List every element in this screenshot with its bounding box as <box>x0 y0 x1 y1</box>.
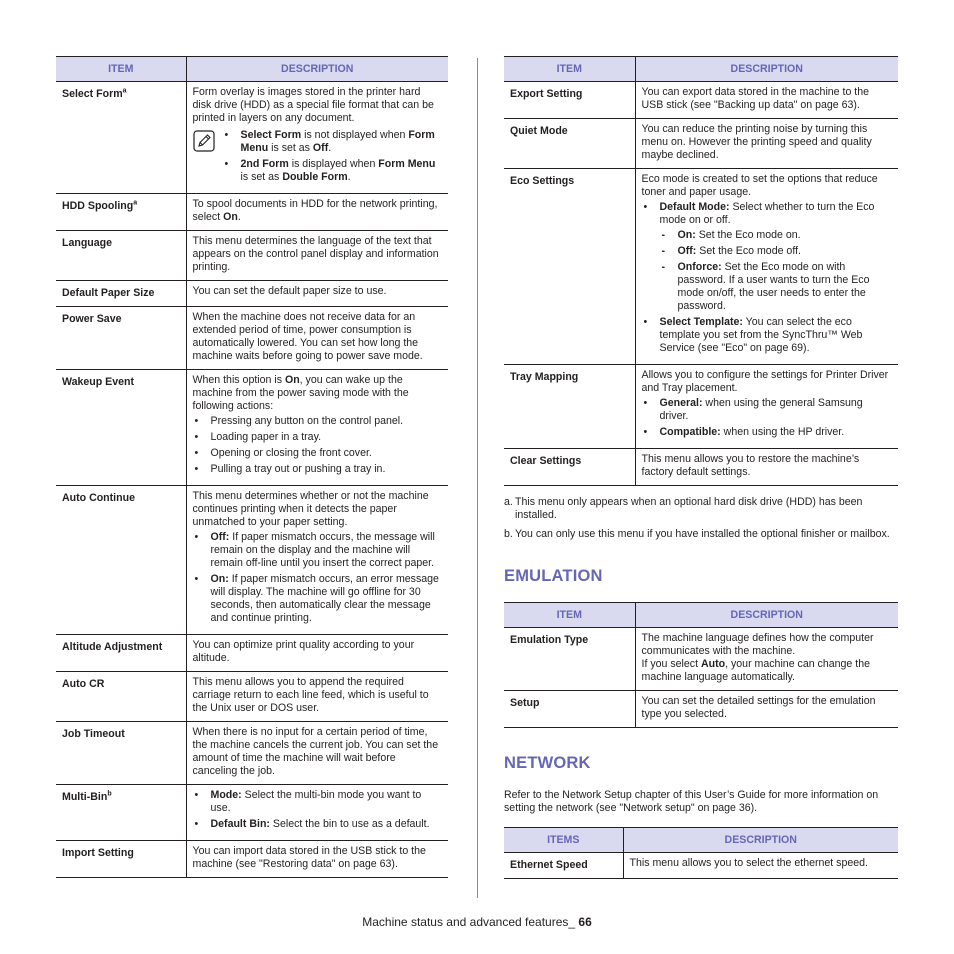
table-row <box>56 672 448 722</box>
table-header <box>504 603 898 628</box>
footnote-mark: b. <box>504 528 513 540</box>
footnote-text: This menu only appears when an optional hard disk drive (HDD) has been installed. <box>515 496 863 521</box>
item-name: Emulation Type <box>504 628 635 691</box>
table-row <box>56 281 448 307</box>
item-description: You can import data stored in the USB stick to the machine (see "Restoring data" on page 63). <box>186 841 448 878</box>
footnotes <box>504 496 898 541</box>
section-heading-emulation: EMULATION <box>504 567 603 585</box>
list-item: • Default Mode: Select whether to turn the Eco mode on or off. - On: Set the Eco mode on. - Off: Set the Eco mode off. - Onforce: Set the Eco mode on with password. If a user wants to turn the Eco mode on/off, the user needs to enter the password. <box>642 201 893 313</box>
list-item: - On: Set the Eco mode on. <box>660 229 893 242</box>
item-description: This menu allows you to select the ethernet speed. <box>623 853 898 879</box>
header-description: DESCRIPTION <box>635 57 898 82</box>
table-row <box>56 82 448 194</box>
item-description: This menu determines whether or not the machine continues printing when it detects the paper unmatched to your paper setting. • Off: If paper mismatch occurs, the message will remain on the display and the machine will remain off-line until you insert the correct paper. • On: If paper mismatch occurs, an error message will display. The machine will go offline for 30 seconds, then automatically clear the message and continue printing. <box>186 486 448 635</box>
table-row <box>56 841 448 878</box>
table-header <box>56 57 448 82</box>
list-item: • On: If paper mismatch occurs, an error message will display. The machine will go offline for 30 seconds, then automatically clear the message and continue printing. <box>193 573 443 625</box>
list-item: • General: when using the general Samsung driver. <box>642 397 893 423</box>
header-description: DESCRIPTION <box>635 603 898 628</box>
table-row <box>56 194 448 231</box>
table-header <box>504 57 898 82</box>
table-row <box>56 486 448 635</box>
note-block <box>193 129 443 187</box>
footnote <box>504 496 898 522</box>
list-item: • Compatible: when using the HP driver. <box>642 426 893 439</box>
table-row <box>504 449 898 486</box>
item-name: Select Form$^a$ <box>56 82 186 194</box>
item-description: This menu determines the language of the text that appears on the control panel display and information printing. <box>186 231 448 281</box>
item-name: Auto CR <box>56 672 186 722</box>
item-description: This menu allows you to restore the machine’s factory default settings. <box>635 449 898 486</box>
menu-items-table-left <box>56 56 448 878</box>
item-description <box>186 785 448 841</box>
item-name: HDD Spooling$^a$ <box>56 194 186 231</box>
item-name: Multi-Bin$^b$ <box>56 785 186 841</box>
list-item: • 2nd Form is displayed when Form Menu is set as Double Form. <box>223 158 443 184</box>
list-item: • Off: If paper mismatch occurs, the message will remain on the display and the machine will remain off-line until you insert the correct paper. <box>193 531 443 570</box>
item-name: Import Setting <box>56 841 186 878</box>
list-item: - Off: Set the Eco mode off. <box>660 245 893 258</box>
list-item: • Loading paper in a tray. <box>193 431 443 444</box>
table-row <box>504 365 898 449</box>
table-row <box>56 722 448 785</box>
list-item: • Select Template: You can select the eco template you set from the SyncThru™ Web Service (see "Eco" on page 69). <box>642 316 893 355</box>
table-row <box>56 785 448 841</box>
item-name: Default Paper Size <box>56 281 186 307</box>
item-name: Ethernet Speed <box>504 853 623 879</box>
table-row <box>56 231 448 281</box>
list-item: • Mode: Select the multi-bin mode you want to use. <box>193 789 443 815</box>
bullet-list <box>193 789 443 831</box>
list-item: • Select Form is not displayed when Form Menu is set as Off. <box>223 129 443 155</box>
table-row <box>504 82 898 119</box>
note-list <box>223 129 443 187</box>
table-row <box>504 119 898 169</box>
footnote-ref: a <box>133 199 138 207</box>
item-description: This menu allows you to append the required carriage return to each line feed, which is useful to the Unix user or DOS user. <box>186 672 448 722</box>
item-description: You can set the detailed settings for the emulation type you selected. <box>635 691 898 728</box>
left-column <box>56 56 448 878</box>
section-heading-network: NETWORK <box>504 754 591 772</box>
list-item: • Default Bin: Select the bin to use as a default. <box>193 818 443 831</box>
footnote-ref: a <box>122 87 127 95</box>
table-row <box>504 853 898 879</box>
bullet-list <box>193 531 443 625</box>
header-description: DESCRIPTION <box>623 828 898 853</box>
header-item: ITEMS <box>504 828 623 853</box>
item-name: Language <box>56 231 186 281</box>
item-name: Eco Settings <box>504 169 635 365</box>
item-description: You can reduce the printing noise by turning this menu on. However the printing speed and quality maybe declined. <box>635 119 898 169</box>
item-name: Auto Continue <box>56 486 186 635</box>
item-name: Wakeup Event <box>56 370 186 486</box>
page-footer <box>0 915 954 929</box>
table-row <box>56 635 448 672</box>
footnote <box>504 528 898 541</box>
note-pencil-icon <box>193 130 215 152</box>
network-intro: Refer to the Network Setup chapter of this User’s Guide for more information on setting the network (see "Network setup" on page 36). <box>504 789 879 814</box>
header-item: ITEM <box>504 57 635 82</box>
table-row <box>56 370 448 486</box>
item-description: You can export data stored in the machine to the USB stick (see "Backing up data" on page 63). <box>635 82 898 119</box>
item-description: When there is no input for a certain period of time, the machine cancels the current job. You can set the amount of time the machine will wait before canceling the job. <box>186 722 448 785</box>
header-description: DESCRIPTION <box>186 57 448 82</box>
footnote-text: You can only use this menu if you have installed the optional finisher or mailbox. <box>515 528 890 540</box>
table-row <box>504 628 898 691</box>
sub-list <box>660 229 893 313</box>
column-divider <box>477 58 478 898</box>
bullet-list <box>193 415 443 476</box>
item-name: Setup <box>504 691 635 728</box>
list-item: • Pressing any button on the control panel. <box>193 415 443 428</box>
item-name: Export Setting <box>504 82 635 119</box>
item-description: The machine language defines how the computer communicates with the machine. If you select Auto, your machine can change the machine language automatically. <box>635 628 898 691</box>
item-description: To spool documents in HDD for the network printing, select On. <box>186 194 448 231</box>
item-description: Allows you to configure the settings for Printer Driver and Tray placement. • General: when using the general Samsung driver. • Compatible: when using the HP driver. <box>635 365 898 449</box>
menu-items-table-right <box>504 56 898 486</box>
footnote-mark: a. <box>504 496 513 508</box>
item-name: Clear Settings <box>504 449 635 486</box>
item-description: When this option is On, you can wake up the machine from the power saving mode with the following actions: • Pressing any button on the control panel. • Loading paper in a tray. • Opening or closing the front cover. • Pulling a tray out or pushing a tray in. <box>186 370 448 486</box>
emulation-table <box>504 602 898 728</box>
item-description: When the machine does not receive data for an extended period of time, power consumption is automatically lowered. You can set how long the machine waits before going to power save mode. <box>186 307 448 370</box>
item-description: You can set the default paper size to use. <box>186 281 448 307</box>
bullet-list <box>642 397 893 439</box>
item-name: Altitude Adjustment <box>56 635 186 672</box>
bullet-list <box>642 201 893 355</box>
item-name: Power Save <box>56 307 186 370</box>
item-description: Form overlay is images stored in the printer hard disk drive (HDD) as a special file format that can be printed in layers on any document. • Select Form is not displayed when Form Menu is set as Off. • 2nd Form is displayed when Form Menu is set as Double Form. <box>186 82 448 194</box>
table-header <box>504 828 898 853</box>
list-item: - Onforce: Set the Eco mode on with password. If a user wants to turn the Eco mode on/off, the user needs to enter the password. <box>660 261 893 313</box>
table-row <box>504 691 898 728</box>
list-item: • Opening or closing the front cover. <box>193 447 443 460</box>
item-description: You can optimize print quality according to your altitude. <box>186 635 448 672</box>
header-item: ITEM <box>504 603 635 628</box>
item-description: Eco mode is created to set the options that reduce toner and paper usage. • Default Mode: Select whether to turn the Eco mode on or off. - On: Set the Eco mode on. - Off: Set the Eco mode off. - Onforce: Set the Eco mode on with password. If a user wants to turn the Eco mode on/off, the user needs to enter the password. • Select Template: You can select the eco template you set from the SyncThru™ Web Service (see "Eco" on page 69). <box>635 169 898 365</box>
item-name: Quiet Mode <box>504 119 635 169</box>
footer-text: Machine status and advanced features_ <box>362 915 579 929</box>
list-item: • Pulling a tray out or pushing a tray in. <box>193 463 443 476</box>
footnote-ref: b <box>107 790 112 798</box>
right-column <box>504 56 898 879</box>
header-item: ITEM <box>56 57 186 82</box>
table-row <box>504 169 898 365</box>
network-table <box>504 827 898 879</box>
page-number: 66 <box>578 915 592 929</box>
item-name: Tray Mapping <box>504 365 635 449</box>
table-row <box>56 307 448 370</box>
item-name: Job Timeout <box>56 722 186 785</box>
